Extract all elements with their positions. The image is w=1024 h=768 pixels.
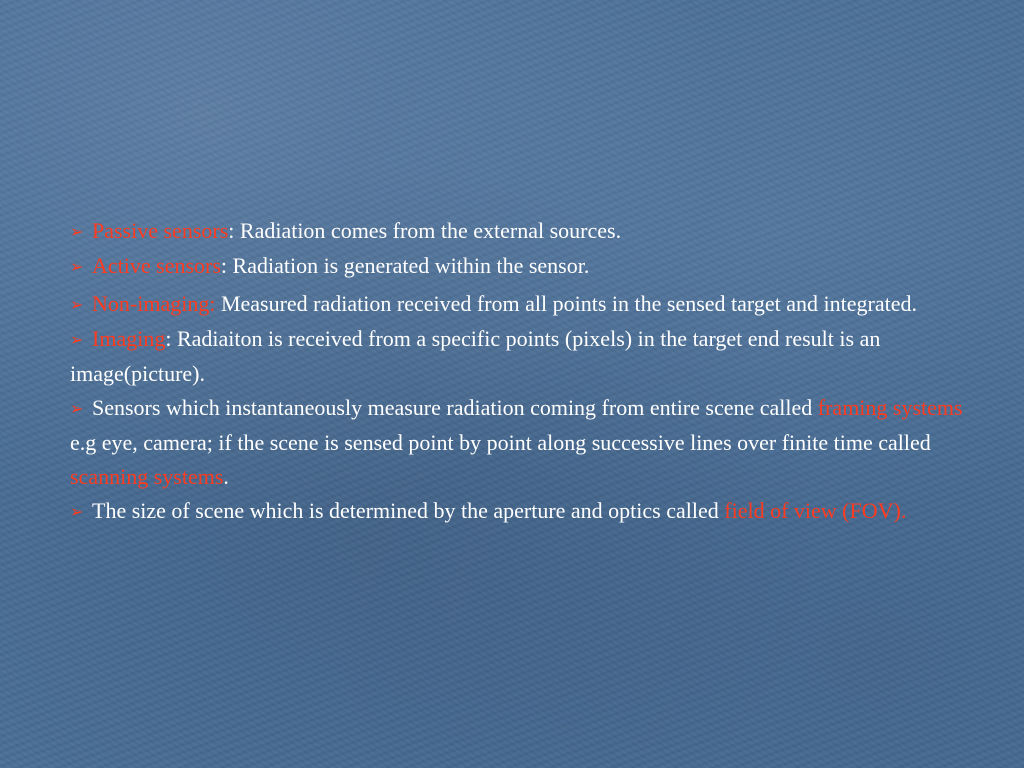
arrow-bullet-icon: ➢ (70, 502, 84, 521)
bullet-imaging (70, 322, 990, 391)
bullet-non-imaging (70, 287, 990, 322)
framing-text-after: . (223, 464, 229, 489)
slide-body (70, 214, 990, 529)
definition-non-imaging: Measured radiation received from all points in the sensed target and integrated. (215, 291, 917, 316)
definition-imaging: : Radiaiton is received from a specific points (pixels) in the target end result is an image(picture). (70, 326, 881, 386)
bullet-passive-sensors (70, 214, 990, 249)
term-scanning-systems: scanning systems (70, 464, 224, 489)
term-field-of-view: field of view (FOV). (724, 498, 907, 523)
bullet-framing-scanning (70, 391, 990, 494)
term-non-imaging: Non-imaging: (92, 291, 216, 316)
definition-passive-sensors: : Radiation comes from the external sources. (228, 218, 622, 243)
definition-active-sensors: : Radiation is generated within the sensor. (220, 253, 590, 278)
arrow-bullet-icon: ➢ (70, 330, 84, 349)
term-framing-systems: framing systems (817, 395, 963, 420)
arrow-bullet-icon: ➢ (70, 257, 84, 276)
framing-text-before: Sensors which instantaneously measure radiation coming from entire scene called (92, 395, 818, 420)
term-imaging: Imaging (92, 326, 166, 351)
fov-text-before: The size of scene which is determined by the aperture and optics called (92, 498, 725, 523)
arrow-bullet-icon: ➢ (70, 222, 84, 241)
bullet-active-sensors (70, 249, 990, 284)
term-active-sensors: Active sensors (92, 253, 221, 278)
arrow-bullet-icon: ➢ (70, 399, 84, 418)
bullet-field-of-view (70, 494, 990, 529)
arrow-bullet-icon: ➢ (70, 295, 84, 314)
term-passive-sensors: Passive sensors (92, 218, 229, 243)
framing-text-middle: e.g eye, camera; if the scene is sensed point by point along successive lines over finite time called (70, 430, 931, 455)
